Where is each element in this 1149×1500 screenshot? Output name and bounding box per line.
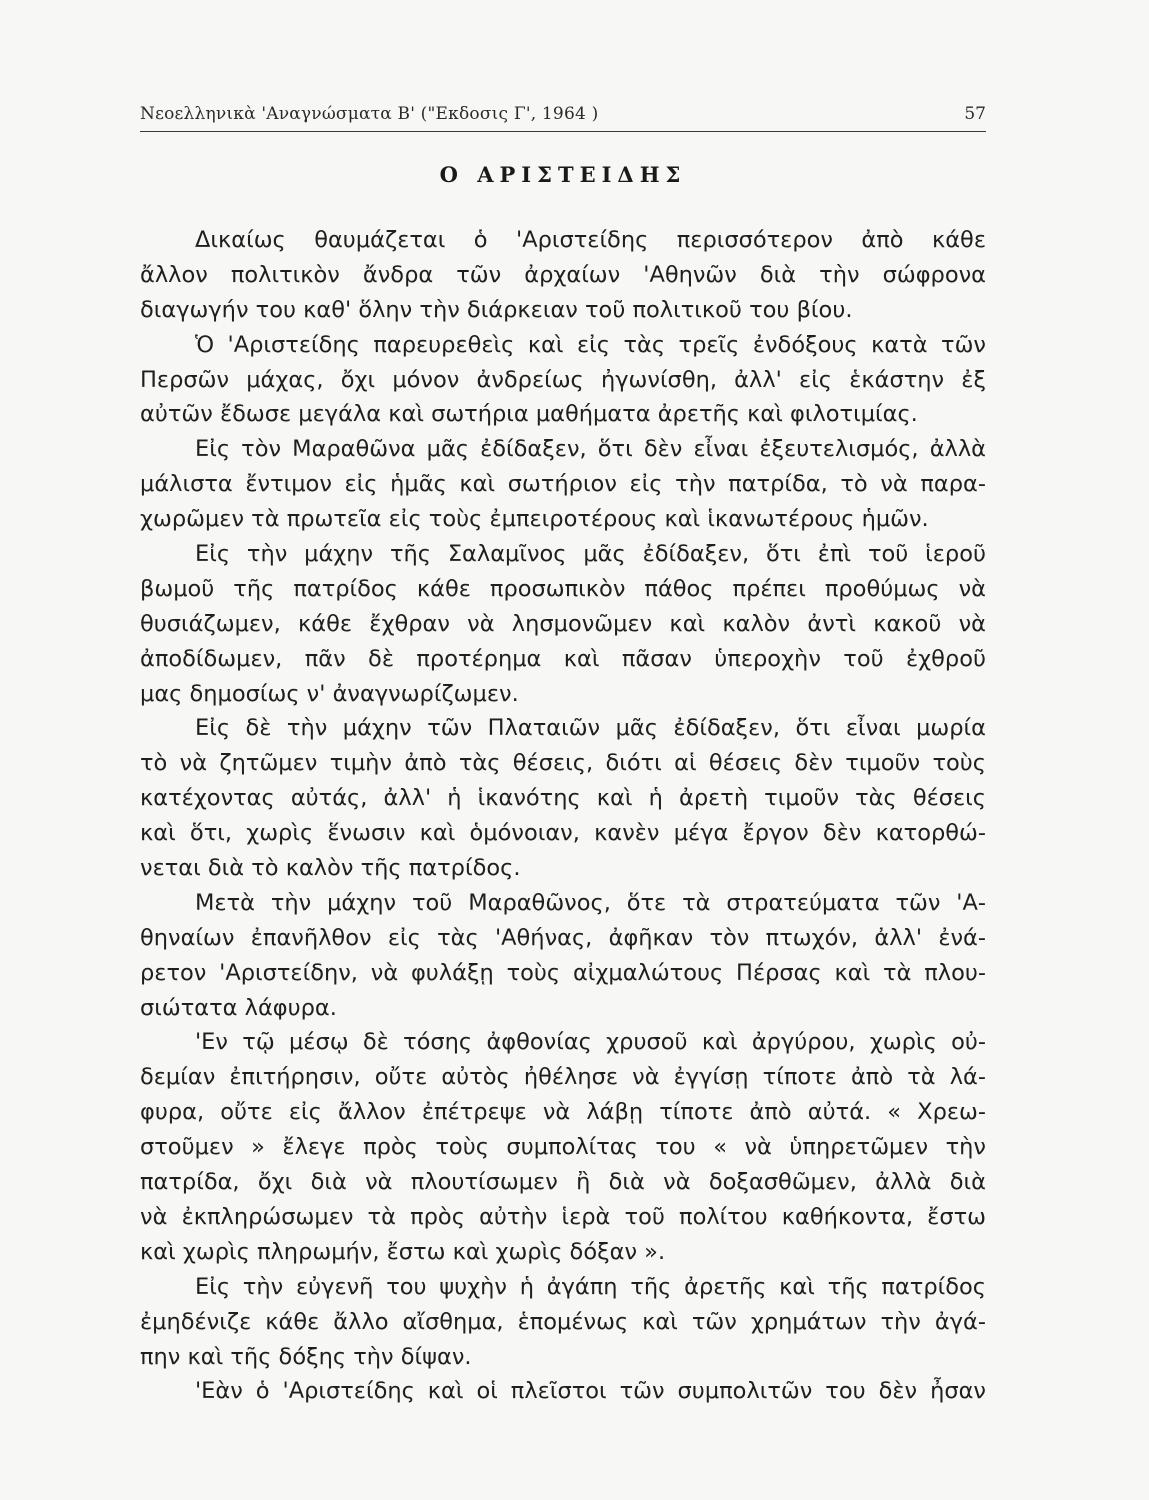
text-line: διαγωγήν του καθ' ὅλην τὴν διάρκειαν τοῦ πολιτικοῦ του βίου. — [140, 296, 853, 323]
text-line: μάλιστα ἔντιμον εἰς ἡμᾶς καὶ σωτήριον εἰς τὴν πατρίδα, τὸ νὰ παρα- — [140, 471, 986, 498]
text-line: νεται διὰ τὸ καλὸν τῆς πατρίδος. — [140, 855, 521, 882]
paragraph — [140, 328, 986, 433]
text-line: πατρίδα, ὄχι διὰ νὰ πλουτίσωμεν ἢ διὰ νὰ δοξασθῶμεν, ἀλλὰ διὰ — [140, 1169, 986, 1196]
text-line: στοῦμεν » ἔλεγε πρὸς τοὺς συμπολίτας του « νὰ ὑπηρετῶμεν τὴν — [140, 1134, 986, 1161]
paragraph — [140, 537, 986, 711]
text-line: ἐμηδένιζε κάθε ἄλλο αἴσθημα, ἑπομένως καὶ τῶν χρημάτων τὴν ἀγά- — [140, 1308, 986, 1335]
text-line: 'Εν τῷ μέσῳ δὲ τόσης ἀφθονίας χρυσοῦ καὶ ἀργύρου, χωρὶς οὐ- — [195, 1029, 986, 1056]
paragraph — [140, 1374, 986, 1409]
text-line: Εἰς τὸν Μαραθῶνα μᾶς ἐδίδαξεν, ὅτι δὲν εἶναι ἐξευτελισμός, ἀλλὰ — [195, 436, 986, 463]
text-line: Ὁ 'Αριστείδης παρευρεθεὶς καὶ εἰς τὰς τρεῖς ἐνδόξους κατὰ τῶν — [195, 331, 986, 358]
text-line: καὶ χωρὶς πληρωμήν, ἔστω καὶ χωρὶς δόξαν ». — [140, 1238, 666, 1265]
text-line: δεμίαν ἐπιτήρησιν, οὔτε αὐτὸς ἠθέλησε νὰ ἐγγίσῃ τίποτε ἀπὸ τὰ λά- — [140, 1064, 986, 1091]
text-line: θηναίων ἐπανῆλθον εἰς τὰς 'Αθήνας, ἀφῆκαν τὸν πτωχόν, ἀλλ' ἐνά- — [140, 924, 986, 951]
text-line: Εἰς τὴν εὐγενῆ του ψυχὴν ἡ ἀγάπη τῆς ἀρετῆς καὶ τῆς πατρίδος — [195, 1273, 986, 1300]
text-line: φυρα, οὔτε εἰς ἄλλον ἐπέτρεψε νὰ λάβῃ τίποτε ἀπὸ αὐτά. « Χρεω- — [140, 1099, 986, 1126]
text-line: πην καὶ τῆς δόξης τὴν δίψαν. — [140, 1343, 472, 1370]
text-line: σιώτατα λάφυρα. — [140, 994, 337, 1021]
book-title: Νεοελληνικὰ 'Αναγνώσματα Β' ("Εκδοσις Γ', 1964 ) — [140, 104, 599, 124]
body-text — [140, 223, 986, 1409]
text-line: κατέχοντας αὐτάς, ἀλλ' ἡ ἱκανότης καὶ ἡ ἀρετὴ τιμοῦν τὰς θέσεις — [140, 785, 986, 812]
paragraph — [140, 432, 986, 537]
text-line: ρετον 'Αριστείδην, νὰ φυλάξῃ τοὺς αἰχμαλώτους Πέρσας καὶ τὰ πλου- — [140, 959, 986, 986]
text-line: ἄλλον πολιτικὸν ἄνδρα τῶν ἀρχαίων 'Αθηνῶν διὰ τὴν σώφρονα — [140, 261, 986, 288]
text-line: αὐτῶν ἔδωσε μεγάλα καὶ σωτήρια μαθήματα ἀρετῆς καὶ φιλοτιμίας. — [140, 401, 918, 428]
paragraph — [140, 1025, 986, 1269]
header-rule — [140, 131, 986, 132]
running-header — [140, 100, 986, 130]
page-number: 57 — [964, 104, 986, 124]
text-line: τὸ νὰ ζητῶμεν τιμὴν ἀπὸ τὰς θέσεις, διότι αἱ θέσεις δὲν τιμοῦν τοὺς — [140, 750, 986, 777]
text-line: θυσιάζωμεν, κάθε ἔχθραν νὰ λησμονῶμεν καὶ καλὸν ἀντὶ κακοῦ νὰ — [140, 610, 986, 637]
text-line: Εἰς δὲ τὴν μάχην τῶν Πλαταιῶν μᾶς ἐδίδαξεν, ὅτι εἶναι μωρία — [195, 715, 986, 742]
text-line: Δικαίως θαυμάζεται ὁ 'Αριστείδης περισσότερον ἀπὸ κάθε — [195, 227, 986, 253]
text-line: Μετὰ τὴν μάχην τοῦ Μαραθῶνος, ὅτε τὰ στρατεύματα τῶν 'Α- — [195, 889, 986, 916]
text-line: βωμοῦ τῆς πατρίδος κάθε προσωπικὸν πάθος πρέπει προθύμως νὰ — [140, 575, 986, 602]
paragraph — [140, 223, 986, 328]
text-line: νὰ ἐκπληρώσωμεν τὰ πρὸς αὐτὴν ἱερὰ τοῦ πολίτου καθήκοντα, ἔστω — [140, 1203, 986, 1230]
paragraph — [140, 711, 986, 885]
paragraph — [140, 886, 986, 1026]
text-line: Εἰς τὴν μάχην τῆς Σαλαμῖνος μᾶς ἐδίδαξεν, ὅτι ἐπὶ τοῦ ἱεροῦ — [195, 541, 986, 568]
text-line: χωρῶμεν τὰ πρωτεῖα εἰς τοὺς ἐμπειροτέρους καὶ ἱκανωτέρους ἡμῶν. — [140, 506, 929, 533]
text-line: καὶ ὅτι, χωρὶς ἕνωσιν καὶ ὁμόνοιαν, κανὲν μέγα ἔργον δὲν κατορθώ- — [140, 820, 986, 847]
text-line: 'Εὰν ὁ 'Αριστείδης καὶ οἱ πλεῖστοι τῶν συμπολιτῶν του δὲν ἦσαν — [195, 1378, 986, 1405]
text-line: ἀποδίδωμεν, πᾶν δὲ προτέρημα καὶ πᾶσαν ὑπεροχὴν τοῦ ἐχθροῦ — [140, 645, 986, 672]
paragraph — [140, 1270, 986, 1375]
chapter-title: Ο ΑΡΙΣΤΕΙΔΗΣ — [439, 162, 687, 187]
text-line: Περσῶν μάχας, ὄχι μόνον ἀνδρείως ἠγωνίσθη, ἀλλ' εἰς ἑκάστην ἐξ — [140, 366, 986, 393]
text-line: μας δημοσίως ν' ἀναγνωρίζωμεν. — [140, 680, 519, 707]
